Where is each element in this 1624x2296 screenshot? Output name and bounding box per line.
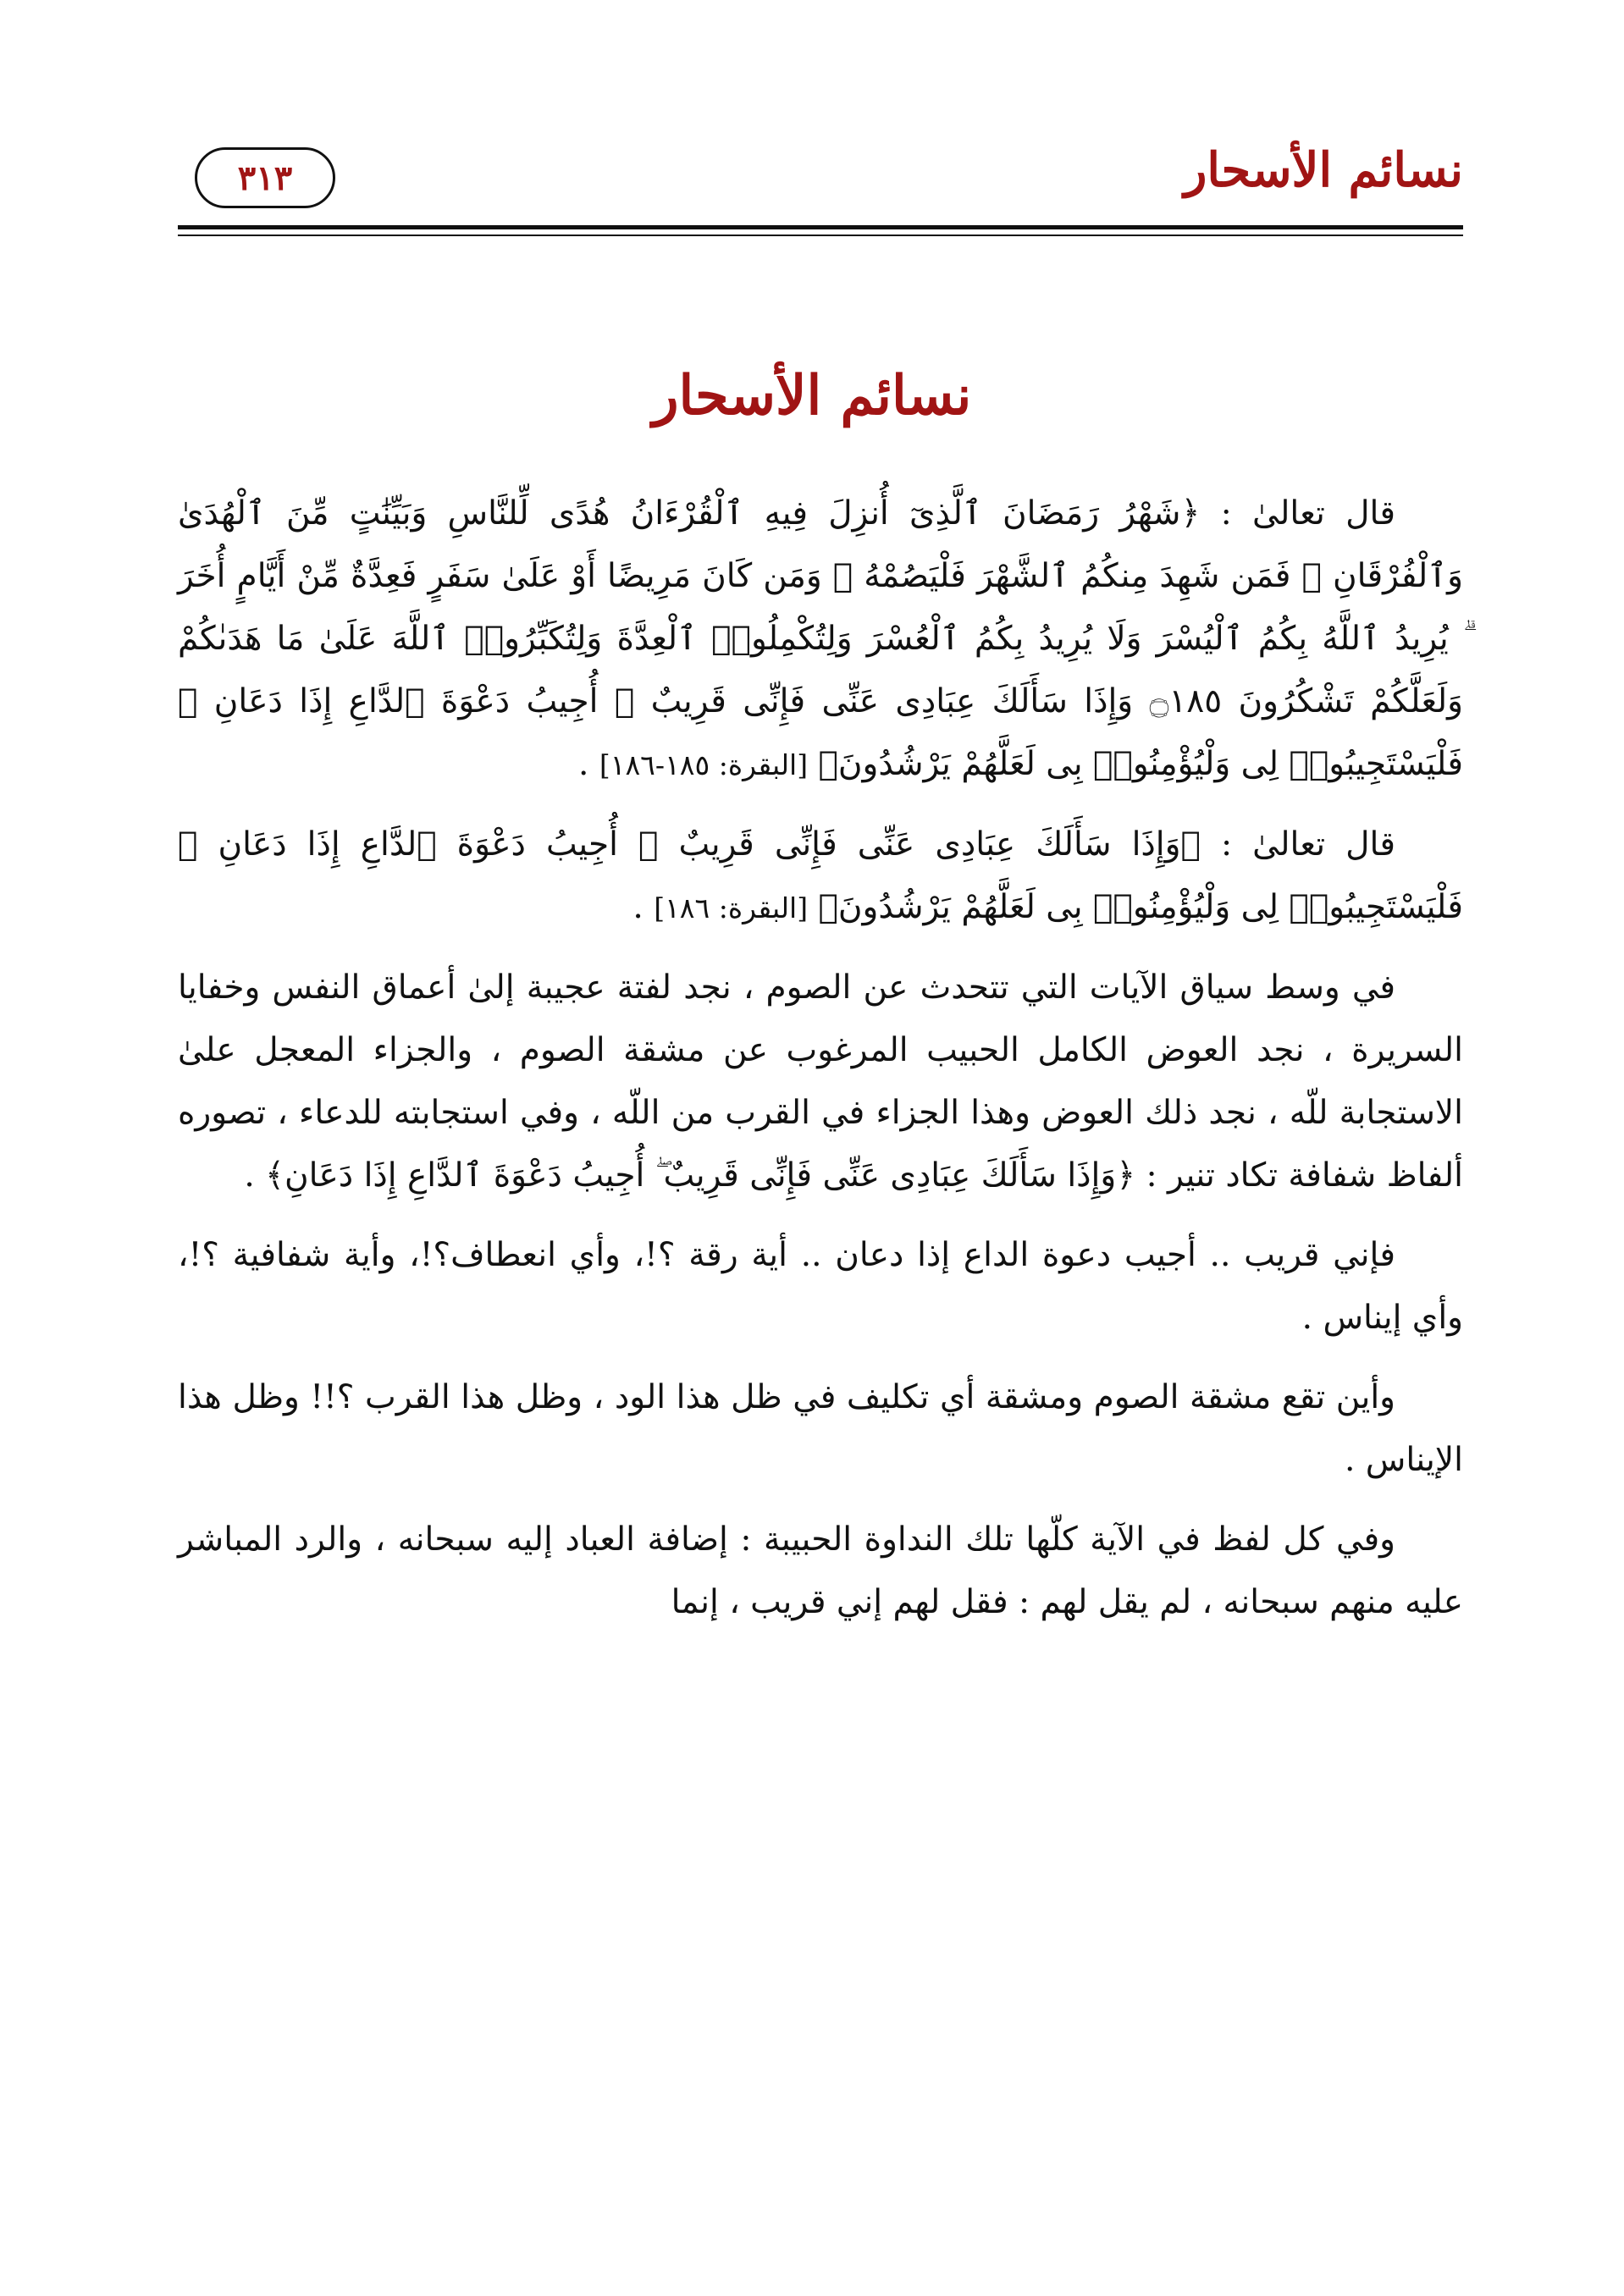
paragraph-4 — [178, 1224, 1463, 1349]
body-text — [178, 483, 1463, 1651]
quran-verse: ﴿وَإِذَا سَأَلَكَ عِبَادِى عَنِّى فَإِنِّى قَرِيبٌ ۖ أُجِيبُ دَعْوَةَ ٱلدَّاعِ إِذَا دَعَانِ ۖ فَلْيَسْتَجِيبُوا۟ لِى وَلْيُؤْمِنُوا۟ بِى لَعَلَّهُمْ يَرْشُدُونَ﴾ — [178, 825, 1463, 926]
sentence-end: . — [578, 745, 589, 783]
sentence-end: . — [244, 1156, 255, 1195]
paragraph-5 — [178, 1366, 1463, 1492]
header-rule-thick — [178, 225, 1463, 229]
quran-verse: ﴿شَهْرُ رَمَضَانَ ٱلَّذِىٓ أُنزِلَ فِيهِ ٱلْقُرْءَانُ هُدًى لِّلنَّاسِ وَبَيِّنَٰتٍ مِّنَ ٱلْهُدَىٰ وَٱلْفُرْقَانِ ۚ فَمَن شَهِدَ مِنكُمُ ٱلشَّهْرَ فَلْيَصُمْهُ ۖ وَمَن كَانَ مَرِيضًا أَوْ عَلَىٰ سَفَرٍ فَعِدَّةٌ مِّنْ أَيَّامٍ أُخَرَ ۗ يُرِيدُ ٱللَّهُ بِكُمُ ٱلْيُسْرَ وَلَا يُرِيدُ بِكُمُ ٱلْعُسْرَ وَلِتُكْمِلُوا۟ ٱلْعِدَّةَ وَلِتُكَبِّرُوا۟ ٱللَّهَ عَلَىٰ مَا هَدَىٰكُمْ وَلَعَلَّكُمْ تَشْكُرُونَ ۝١٨٥ وَإِذَا سَأَلَكَ عِبَادِى عَنِّى فَإِنِّى قَرِيبٌ ۖ أُجِيبُ دَعْوَةَ ٱلدَّاعِ إِذَا دَعَانِ ۖ فَلْيَسْتَجِيبُوا۟ لِى وَلْيُؤْمِنُوا۟ بِى لَعَلَّهُمْ يَرْشُدُونَ﴾ — [178, 494, 1464, 783]
paragraph-text: في وسط سياق الآيات التي تتحدث عن الصوم ، نجد لفتة عجيبة إلىٰ أعماق النفس وخفايا السريرة ، نجد العوض الكامل الحبيب المرغوب عن مشقة الصوم ، والجزاء المعجل علىٰ الاستجابة للّه ، نجد ذلك العوض وهذا الجزاء في القرب من اللّه ، وفي استجابته للدعاء ، تصوره ألفاظ شفافة تكاد تنير : — [178, 969, 1463, 1195]
paragraph-2 — [178, 814, 1463, 940]
paragraph-text: وأين تقع مشقة الصوم ومشقة أي تكليف في ظل هذا الود ، وظل هذا القرب ؟!! وظل هذا الإيناس . — [178, 1378, 1463, 1479]
chapter-title: نسائم الأسحار — [652, 364, 972, 428]
quran-verse: ﴿وَإِذَا سَأَلَكَ عِبَادِى عَنِّى فَإِنِّى قَرِيبٌ ۖ أُجِيبُ دَعْوَةَ ٱلدَّاعِ إِذَا دَعَانِ﴾ — [265, 1156, 1136, 1195]
header-rule-thin — [178, 235, 1463, 236]
running-title: نسائم الأسحار — [1184, 142, 1463, 198]
verse-intro: قال تعالىٰ : — [1220, 494, 1395, 533]
paragraph-text: فإني قريب .. أجيب دعوة الداع إذا دعان .. أية رقة ؟!، وأي انعطاف؟!، وأية شفافية ؟!، وأي إيناس . — [178, 1236, 1463, 1337]
verse-intro: قال تعالىٰ : — [1220, 825, 1395, 864]
paragraph-6 — [178, 1509, 1463, 1634]
page-number-badge: ٣١٣ — [195, 147, 335, 208]
paragraph-3 — [178, 957, 1463, 1207]
running-header — [178, 135, 1463, 229]
paragraph-1 — [178, 483, 1463, 797]
sentence-end: . — [632, 888, 644, 926]
paragraph-text: وفي كل لفظ في الآية كلّها تلك النداوة الحبيبة : إضافة العباد إليه سبحانه ، والرد المباشر عليه منهم سبحانه ، لم يقل لهم : فقل لهم إني قريب ، إنما — [178, 1521, 1463, 1621]
verse-reference: [البقرة: ١٨٥-١٨٦] — [599, 748, 809, 781]
verse-reference: [البقرة: ١٨٦] — [654, 891, 809, 924]
